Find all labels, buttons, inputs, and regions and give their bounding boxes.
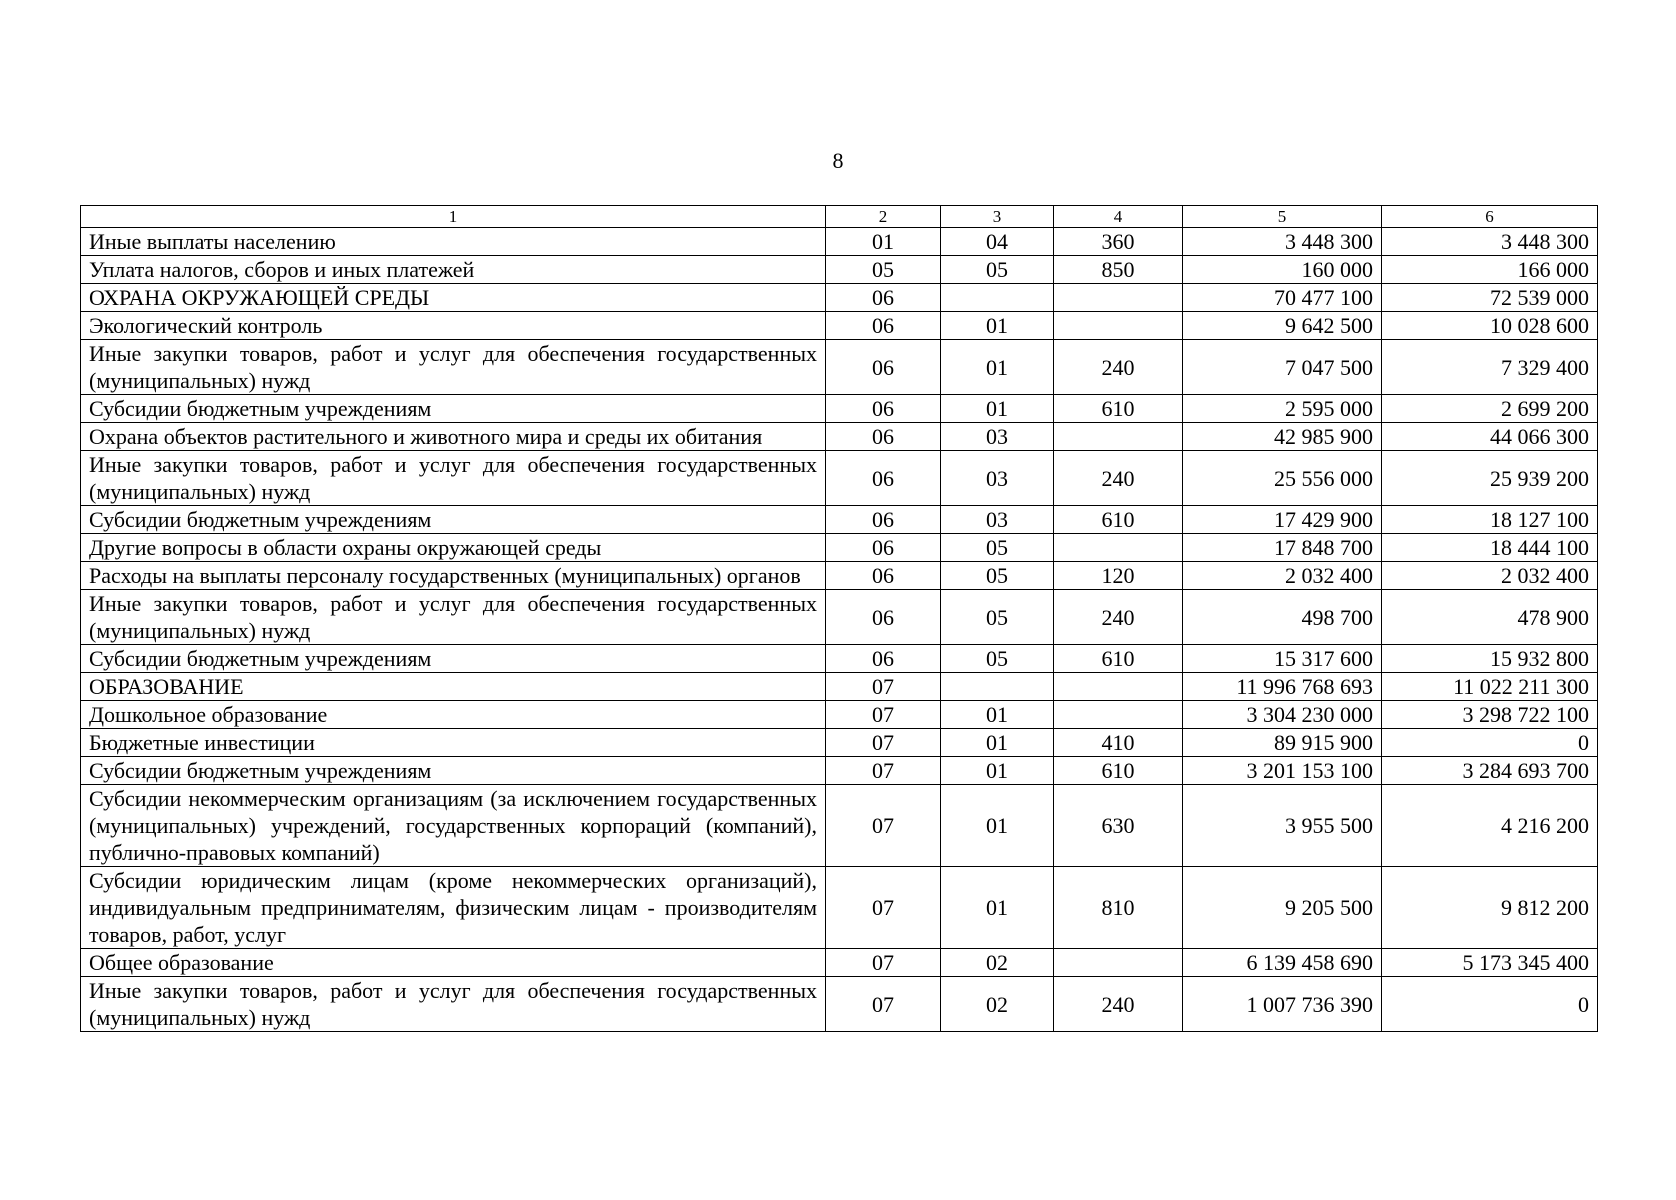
section-code-cell: 06	[826, 284, 941, 312]
table-row	[81, 506, 1598, 534]
row-name-cell: Охрана объектов растительного и животного мира и среды их обитания	[81, 423, 826, 451]
subsection-code-cell: 03	[941, 423, 1054, 451]
table-row	[81, 645, 1598, 673]
column-header-3: 3	[941, 206, 1054, 228]
expense-type-code-cell: 610	[1054, 645, 1183, 673]
section-code-cell: 06	[826, 506, 941, 534]
expense-type-code-cell: 630	[1054, 785, 1183, 867]
expense-type-code-cell	[1054, 284, 1183, 312]
row-name-cell: Иные закупки товаров, работ и услуг для обеспечения государственных (муниципальных) нужд	[81, 977, 826, 1032]
amount-year2-cell: 11 022 211 300	[1382, 673, 1598, 701]
subsection-code-cell: 05	[941, 256, 1054, 284]
subsection-code-cell: 04	[941, 228, 1054, 256]
amount-year1-cell: 160 000	[1183, 256, 1382, 284]
amount-year2-cell: 15 932 800	[1382, 645, 1598, 673]
column-header-6: 6	[1382, 206, 1598, 228]
amount-year1-cell: 25 556 000	[1183, 451, 1382, 506]
subsection-code-cell: 03	[941, 451, 1054, 506]
column-header-4: 4	[1054, 206, 1183, 228]
table-row	[81, 590, 1598, 645]
row-name-cell: Бюджетные инвестиции	[81, 729, 826, 757]
amount-year1-cell: 6 139 458 690	[1183, 949, 1382, 977]
subsection-code-cell: 01	[941, 867, 1054, 949]
amount-year2-cell: 3 298 722 100	[1382, 701, 1598, 729]
amount-year2-cell: 44 066 300	[1382, 423, 1598, 451]
subsection-code-cell: 03	[941, 506, 1054, 534]
subsection-code-cell: 01	[941, 395, 1054, 423]
section-code-cell: 06	[826, 645, 941, 673]
expense-type-code-cell: 240	[1054, 977, 1183, 1032]
section-code-cell: 07	[826, 977, 941, 1032]
row-name-cell: Субсидии бюджетным учреждениям	[81, 645, 826, 673]
amount-year2-cell: 0	[1382, 977, 1598, 1032]
subsection-code-cell: 01	[941, 701, 1054, 729]
row-name-cell: ОБРАЗОВАНИЕ	[81, 673, 826, 701]
table-row	[81, 673, 1598, 701]
expense-type-code-cell: 360	[1054, 228, 1183, 256]
amount-year1-cell: 1 007 736 390	[1183, 977, 1382, 1032]
subsection-code-cell: 05	[941, 534, 1054, 562]
column-header-1: 1	[81, 206, 826, 228]
table-row	[81, 534, 1598, 562]
expense-type-code-cell: 610	[1054, 506, 1183, 534]
row-name-cell: Субсидии бюджетным учреждениям	[81, 506, 826, 534]
column-header-5: 5	[1183, 206, 1382, 228]
amount-year1-cell: 498 700	[1183, 590, 1382, 645]
table-row	[81, 562, 1598, 590]
section-code-cell: 05	[826, 256, 941, 284]
section-code-cell: 06	[826, 562, 941, 590]
amount-year2-cell: 9 812 200	[1382, 867, 1598, 949]
section-code-cell: 07	[826, 949, 941, 977]
amount-year2-cell: 3 448 300	[1382, 228, 1598, 256]
expense-type-code-cell: 810	[1054, 867, 1183, 949]
table-row	[81, 395, 1598, 423]
expense-type-code-cell: 240	[1054, 340, 1183, 395]
table-row	[81, 757, 1598, 785]
section-code-cell: 06	[826, 312, 941, 340]
expense-type-code-cell	[1054, 534, 1183, 562]
subsection-code-cell: 05	[941, 645, 1054, 673]
amount-year2-cell: 18 444 100	[1382, 534, 1598, 562]
section-code-cell: 01	[826, 228, 941, 256]
table-row	[81, 284, 1598, 312]
column-header-2: 2	[826, 206, 941, 228]
row-name-cell: Общее образование	[81, 949, 826, 977]
amount-year2-cell: 478 900	[1382, 590, 1598, 645]
section-code-cell: 06	[826, 451, 941, 506]
page-number: 8	[832, 148, 844, 173]
amount-year2-cell: 2 699 200	[1382, 395, 1598, 423]
amount-year1-cell: 17 848 700	[1183, 534, 1382, 562]
subsection-code-cell: 02	[941, 977, 1054, 1032]
amount-year1-cell: 2 595 000	[1183, 395, 1382, 423]
header-row	[81, 206, 1598, 228]
expense-type-code-cell	[1054, 673, 1183, 701]
table-row	[81, 228, 1598, 256]
amount-year2-cell: 10 028 600	[1382, 312, 1598, 340]
section-code-cell: 06	[826, 534, 941, 562]
amount-year1-cell: 9 642 500	[1183, 312, 1382, 340]
amount-year2-cell: 18 127 100	[1382, 506, 1598, 534]
amount-year2-cell: 4 216 200	[1382, 785, 1598, 867]
amount-year1-cell: 89 915 900	[1183, 729, 1382, 757]
subsection-code-cell: 05	[941, 590, 1054, 645]
amount-year2-cell: 5 173 345 400	[1382, 949, 1598, 977]
amount-year1-cell: 3 201 153 100	[1183, 757, 1382, 785]
row-name-cell: ОХРАНА ОКРУЖАЮЩЕЙ СРЕДЫ	[81, 284, 826, 312]
amount-year1-cell: 70 477 100	[1183, 284, 1382, 312]
row-name-cell: Другие вопросы в области охраны окружающей среды	[81, 534, 826, 562]
subsection-code-cell: 01	[941, 785, 1054, 867]
amount-year2-cell: 166 000	[1382, 256, 1598, 284]
subsection-code-cell: 01	[941, 312, 1054, 340]
section-code-cell: 07	[826, 757, 941, 785]
amount-year1-cell: 42 985 900	[1183, 423, 1382, 451]
row-name-cell: Субсидии бюджетным учреждениям	[81, 757, 826, 785]
row-name-cell: Иные закупки товаров, работ и услуг для обеспечения государственных (муниципальных) нужд	[81, 340, 826, 395]
amount-year2-cell: 72 539 000	[1382, 284, 1598, 312]
expense-type-code-cell: 850	[1054, 256, 1183, 284]
table-row	[81, 423, 1598, 451]
expense-type-code-cell: 610	[1054, 395, 1183, 423]
row-name-cell: Субсидии бюджетным учреждениям	[81, 395, 826, 423]
subsection-code-cell: 05	[941, 562, 1054, 590]
row-name-cell: Субсидии юридическим лицам (кроме некоммерческих организаций), индивидуальным предпринимателям, физическим лицам - производителям товаров, работ, услуг	[81, 867, 826, 949]
row-name-cell: Иные закупки товаров, работ и услуг для обеспечения государственных (муниципальных) нужд	[81, 590, 826, 645]
expense-type-code-cell	[1054, 701, 1183, 729]
table-body	[81, 228, 1598, 1032]
section-code-cell: 07	[826, 729, 941, 757]
subsection-code-cell	[941, 284, 1054, 312]
subsection-code-cell: 02	[941, 949, 1054, 977]
section-code-cell: 07	[826, 785, 941, 867]
amount-year2-cell: 3 284 693 700	[1382, 757, 1598, 785]
amount-year1-cell: 3 955 500	[1183, 785, 1382, 867]
table-row	[81, 701, 1598, 729]
table-row	[81, 451, 1598, 506]
row-name-cell: Дошкольное образование	[81, 701, 826, 729]
amount-year1-cell: 2 032 400	[1183, 562, 1382, 590]
amount-year1-cell: 3 448 300	[1183, 228, 1382, 256]
section-code-cell: 06	[826, 423, 941, 451]
table-row	[81, 785, 1598, 867]
section-code-cell: 07	[826, 673, 941, 701]
expense-type-code-cell: 240	[1054, 451, 1183, 506]
table-row	[81, 340, 1598, 395]
row-name-cell: Иные выплаты населению	[81, 228, 826, 256]
amount-year2-cell: 25 939 200	[1382, 451, 1598, 506]
expense-type-code-cell: 120	[1054, 562, 1183, 590]
table-row	[81, 256, 1598, 284]
section-code-cell: 06	[826, 340, 941, 395]
amount-year1-cell: 3 304 230 000	[1183, 701, 1382, 729]
row-name-cell: Субсидии некоммерческим организациям (за исключением государственных (муниципальных) учреждений, государственных корпораций (компаний), публично-правовых компаний)	[81, 785, 826, 867]
subsection-code-cell: 01	[941, 757, 1054, 785]
amount-year1-cell: 15 317 600	[1183, 645, 1382, 673]
row-name-cell: Уплата налогов, сборов и иных платежей	[81, 256, 826, 284]
budget-table	[80, 205, 1598, 1032]
row-name-cell: Расходы на выплаты персоналу государственных (муниципальных) органов	[81, 562, 826, 590]
amount-year1-cell: 9 205 500	[1183, 867, 1382, 949]
amount-year1-cell: 17 429 900	[1183, 506, 1382, 534]
expense-type-code-cell	[1054, 312, 1183, 340]
amount-year2-cell: 2 032 400	[1382, 562, 1598, 590]
table-row	[81, 977, 1598, 1032]
table-row	[81, 312, 1598, 340]
expense-type-code-cell: 410	[1054, 729, 1183, 757]
row-name-cell: Экологический контроль	[81, 312, 826, 340]
table-row	[81, 867, 1598, 949]
expense-type-code-cell	[1054, 949, 1183, 977]
expense-type-code-cell	[1054, 423, 1183, 451]
expense-type-code-cell: 240	[1054, 590, 1183, 645]
section-code-cell: 06	[826, 395, 941, 423]
subsection-code-cell: 01	[941, 729, 1054, 757]
row-name-cell: Иные закупки товаров, работ и услуг для обеспечения государственных (муниципальных) нужд	[81, 451, 826, 506]
amount-year1-cell: 11 996 768 693	[1183, 673, 1382, 701]
section-code-cell: 07	[826, 867, 941, 949]
amount-year1-cell: 7 047 500	[1183, 340, 1382, 395]
section-code-cell: 07	[826, 701, 941, 729]
subsection-code-cell: 01	[941, 340, 1054, 395]
subsection-code-cell	[941, 673, 1054, 701]
table-row	[81, 729, 1598, 757]
amount-year2-cell: 7 329 400	[1382, 340, 1598, 395]
section-code-cell: 06	[826, 590, 941, 645]
expense-type-code-cell: 610	[1054, 757, 1183, 785]
amount-year2-cell: 0	[1382, 729, 1598, 757]
table-row	[81, 949, 1598, 977]
